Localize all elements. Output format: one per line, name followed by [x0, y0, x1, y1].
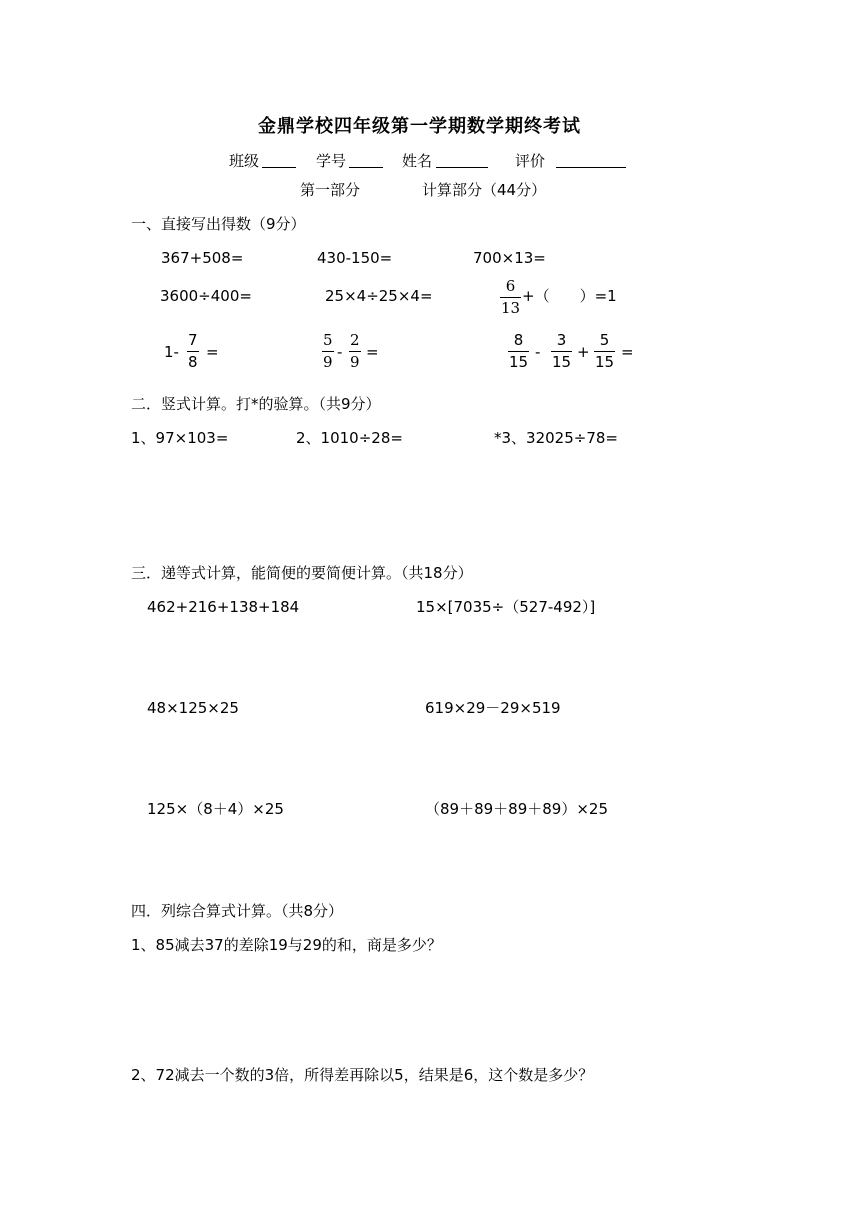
equals-sign: =	[621, 343, 634, 361]
fraction-bar	[551, 351, 572, 352]
fraction-bar	[322, 351, 334, 352]
fraction-denominator: 15	[509, 353, 529, 371]
part-label: 第一部分	[300, 181, 361, 199]
grade-label: 评价	[515, 152, 546, 170]
class-label: 班级	[229, 152, 260, 170]
stepwise-calc-d: 619×29－29×519	[425, 699, 561, 717]
calc-section-label: 计算部分（44分）	[422, 181, 547, 199]
fraction-numerator: 7	[188, 331, 198, 349]
fraction-denominator: 13	[501, 299, 521, 317]
one-minus: 1-	[164, 343, 179, 361]
fraction-denominator: 9	[323, 353, 333, 371]
vertical-calc-1: 1、97×103=	[131, 429, 229, 447]
fraction-numerator: 6	[505, 277, 516, 295]
fraction-bar	[594, 351, 615, 352]
fraction-5-15	[594, 332, 615, 371]
word-problem-1: 1、85减去37的差除19与29的和，商是多少？	[131, 936, 442, 954]
class-blank[interactable]	[262, 153, 296, 168]
section4-heading: 四．列综合算式计算。（共8分）	[131, 902, 344, 920]
equals-sign: =	[206, 343, 219, 361]
minus-sign: -	[337, 343, 343, 361]
fraction-bar	[508, 351, 529, 352]
problem-2-3-rest: +（ ）=1	[522, 287, 617, 305]
fraction-numerator: 5	[599, 331, 610, 349]
fraction-denominator: 8	[188, 353, 198, 371]
fraction-bar	[187, 351, 199, 352]
fraction-3-15	[551, 332, 572, 371]
fraction-numerator: 2	[350, 331, 360, 349]
fraction-2-9	[349, 332, 361, 371]
section2-heading: 二．竖式计算。打*的验算。（共9分）	[131, 395, 381, 413]
stepwise-calc-e: 125×（8＋4）×25	[147, 800, 284, 818]
fraction-numerator: 8	[513, 331, 524, 349]
section3-heading: 三．递等式计算，能简便的要简便计算。（共18分）	[131, 564, 473, 582]
fraction-bar	[500, 297, 521, 298]
exam-title: 金鼎学校四年级第一学期数学期终考试	[258, 116, 581, 137]
vertical-calc-2: 2、1010÷28=	[296, 429, 403, 447]
name-label: 姓名	[402, 152, 433, 170]
stepwise-calc-c: 48×125×25	[147, 699, 239, 717]
problem-1-1: 367+508=	[161, 249, 244, 267]
fraction-numerator: 3	[556, 331, 567, 349]
vertical-calc-3: *3、32025÷78=	[494, 429, 618, 447]
fraction-bar	[349, 351, 361, 352]
fraction-denominator: 15	[595, 353, 615, 371]
stepwise-calc-f: （89＋89＋89＋89）×25	[425, 800, 609, 818]
grade-blank[interactable]	[556, 153, 626, 168]
student-id-blank[interactable]	[349, 153, 383, 168]
stepwise-calc-b: 15×[7035÷（527-492）]	[416, 598, 596, 616]
fraction-numerator: 5	[323, 331, 333, 349]
fraction-8-15	[508, 332, 529, 371]
student-id-label: 学号	[316, 152, 347, 170]
plus-sign: +	[577, 343, 590, 361]
minus-sign: -	[535, 343, 541, 361]
fraction-7-8	[187, 332, 199, 371]
fraction-6-13	[500, 278, 521, 317]
word-problem-2: 2、72减去一个数的3倍，所得差再除以5，结果是6，这个数是多少？	[131, 1066, 594, 1084]
problem-2-1: 3600÷400=	[160, 287, 252, 305]
equals-sign: =	[366, 343, 379, 361]
fraction-5-9	[322, 332, 334, 371]
problem-2-2: 25×4÷25×4=	[325, 287, 433, 305]
fraction-denominator: 9	[350, 353, 360, 371]
stepwise-calc-a: 462+216+138+184	[147, 598, 300, 616]
fraction-denominator: 15	[552, 353, 572, 371]
problem-1-2: 430-150=	[317, 249, 393, 267]
problem-1-3: 700×13=	[473, 249, 546, 267]
name-blank[interactable]	[436, 153, 488, 168]
section1-heading: 一、直接写出得数（9分）	[131, 215, 306, 233]
